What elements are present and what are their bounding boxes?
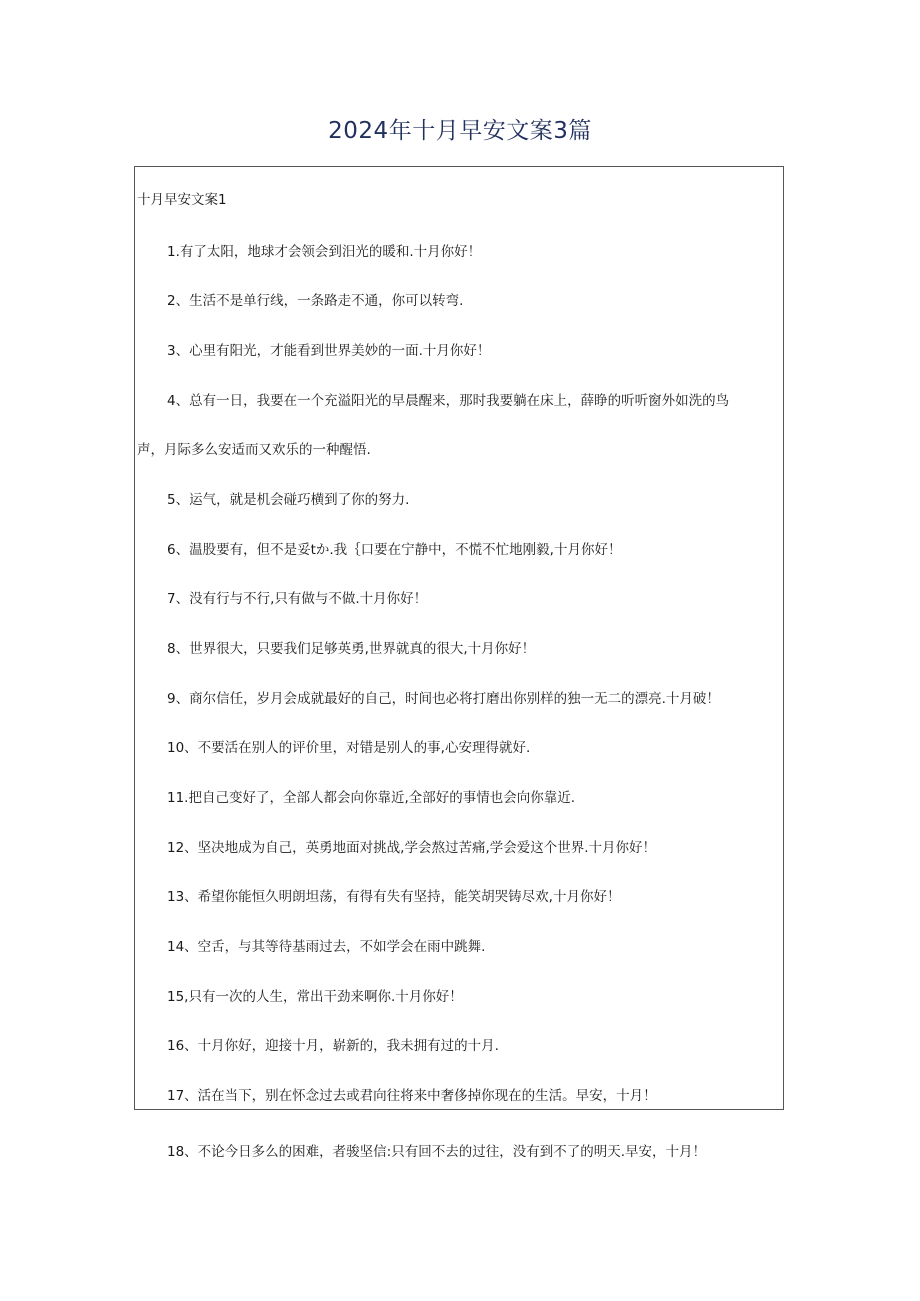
list-item: 17、活在当下，别在怀念过去或君向往将来中奢侈掉你现在的生活。早安，十月！ [167, 1088, 657, 1104]
list-item: 5、运气，就是机会碰巧横到了你的努力. [167, 492, 410, 508]
document-title: 2024年十月早安文案3篇 [328, 118, 592, 144]
list-item-continuation: 声，月际多么安适而又欢乐的一种醒悟. [137, 442, 371, 458]
list-item: 2、生活不是单行线，一条路走不通，你可以转弯. [167, 293, 464, 309]
list-item: 8、世界很大，只要我们足够英勇,世界就真的很大,十月你好！ [167, 641, 536, 657]
list-item: 7、没有行与不行,只有做与不做.十月你好！ [167, 591, 428, 607]
list-item: 1.有了太阳，地球才会领会到汨光的暖和.十月你好！ [167, 244, 482, 260]
list-item: 9、商尔信任，岁月会成就最好的自己，时间也必将打磨出你别样的独一无二的漂亮.十月破！ [167, 691, 720, 707]
section-heading: 十月早安文案1 [137, 192, 227, 208]
list-item: 12、坚决地成为自己，英勇地面对挑战,学会熬过苦痛,学会爱这个世界.十月你好！ [167, 840, 657, 856]
list-item: 15,只有一次的人生，常出干劲来啊你.十月你好！ [167, 989, 463, 1005]
list-item: 16、十月你好，迎接十月，崭新的，我未拥有过的十月. [167, 1038, 499, 1054]
list-item: 10、不要活在别人的评价里，对错是别人的事,心安理得就好. [167, 740, 531, 756]
list-item: 18、不论今日多么的困难，者骏坚信:只有回不去的过往，没有到不了的明天.早安，十月！ [167, 1144, 707, 1160]
list-item: 4、总有一日，我要在一个充溢阳光的早晨醒来，那时我要躺在床上，薛睁的听听窗外如洗的鸟 [167, 393, 730, 409]
list-item: 3、心里有阳光，才能看到世界美妙的一面.十月你好！ [167, 343, 491, 359]
list-item: 6、温股要有，但不是妥tか.我｛口要在宁静中，不慌不忙地刚毅,十月你好！ [167, 542, 622, 558]
list-item: 14、空舌，与其等待基雨过去，不如学会在雨中跳舞. [167, 939, 486, 955]
list-item: 11.把自己变好了，全部人都会向你靠近,全部好的事情也会向你靠近. [167, 790, 576, 806]
list-item: 13、希望你能恒久明朗坦荡，有得有失有坚持，能笑胡哭铸尽欢,十月你好！ [167, 889, 621, 905]
